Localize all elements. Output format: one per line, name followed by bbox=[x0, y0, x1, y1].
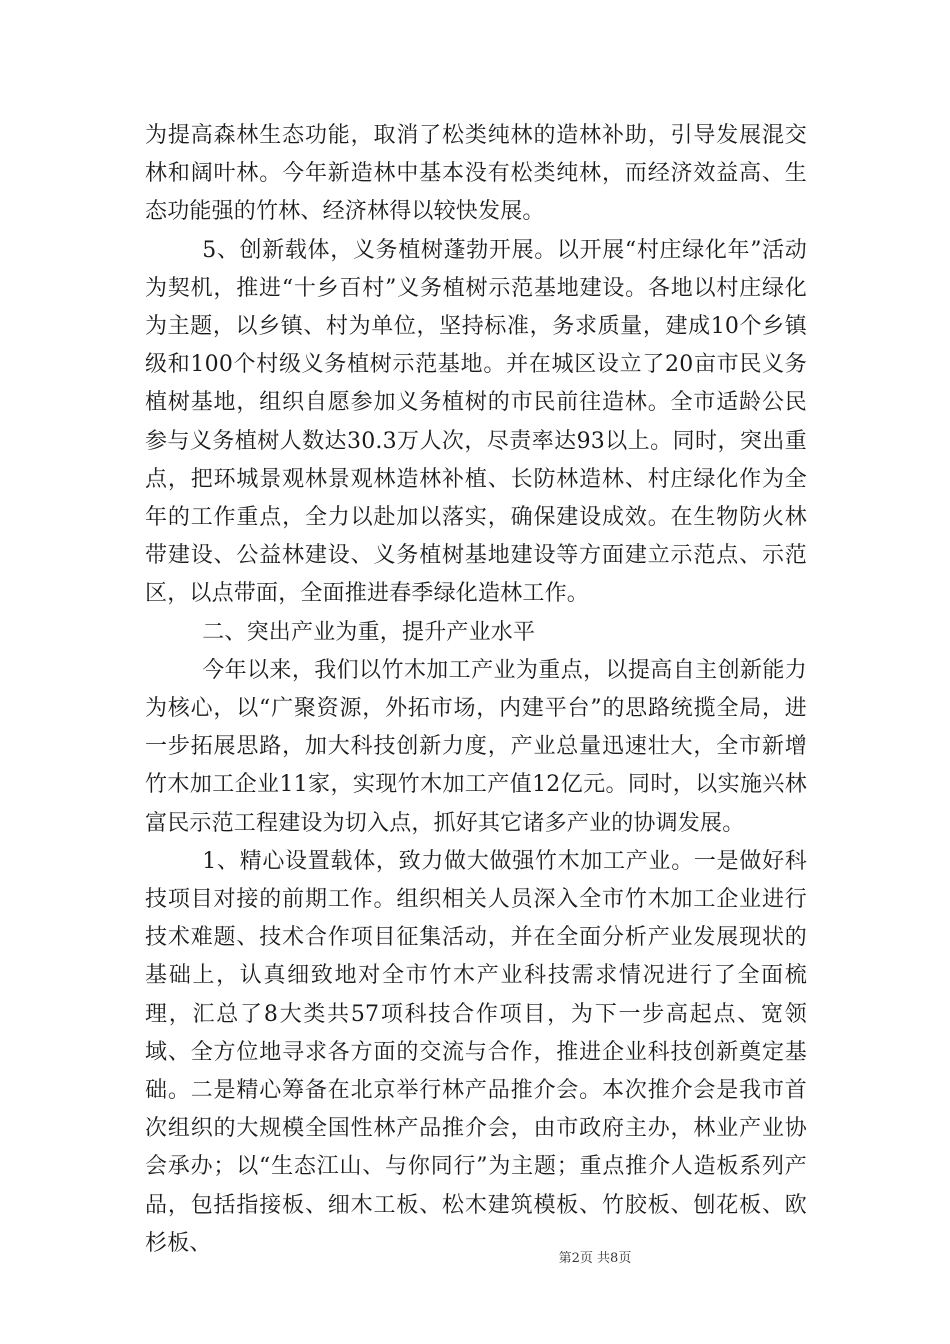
paragraph-continuation: 为提高森林生态功能，取消了松类纯林的造林补助，引导发展混交林和阔叶林。今年新造林中基本没有松类纯林，而经济效益高、生态功能强的竹林、经济林得以较快发展。 bbox=[145, 123, 807, 225]
section-heading-2: 二、突出产业为重，提升产业水平 bbox=[202, 619, 536, 645]
paragraph-section-5: 5、创新载体，义务植树蓬勃开展。以开展“村庄绿化年”活动为契机，推进“十乡百村”义务植树示范基地建设。各地以村庄绿化为主题，以乡镇、村为单位，坚持标准，务求质量，建成10个乡镇级和100个村级义务植树示范基地。并在城区设立了20亩市民义务植树基地，组织自愿参加义务植树的市民前往造林。全市适龄公民参与义务植树人数达30.3万人次，尽责率达93以上。同时，突出重点，把环城景观林景观林造林补植、长防林造林、村庄绿化作为全年的工作重点，全力以赴加以落实，确保建设成效。在生物防火林带建设、公益林建设、义务植树基地建设等方面建立示范点、示范区，以点带面，全面推进春季绿化造林工作。 bbox=[145, 237, 807, 607]
paragraph-industry-intro: 今年以来，我们以竹木加工产业为重点，以提高自主创新能力为核心，以“广聚资源，外拓市场，内建平台”的思路统揽全局，进一步拓展思路，加大科技创新力度，产业总量迅速壮大，全市新增竹木加工企业11家，实现竹木加工产值12亿元。同时，以实施兴林富民示范工程建设为切入点，抓好其它诸多产业的协调发展。 bbox=[145, 657, 807, 836]
paragraph-section-1: 1、精心设置载体，致力做大做强竹木加工产业。一是做好科技项目对接的前期工作。组织相关人员深入全市竹木加工企业进行技术难题、技术合作项目征集活动，并在全面分析产业发展现状的基础上，认真细致地对全市竹木产业科技需求情况进行了全面梳理，汇总了8大类共57项科技合作项目，为下一步高起点、宽领域、全方位地寻求各方面的交流与合作，推进企业科技创新奠定基础。二是精心筹备在北京举行林产品推介会。本次推介会是我市首次组织的大规模全国性林产品推介会，由市政府主办，林业产业协会承办；以“生态江山、与你同行”为主题；重点推介人造板系列产品，包括指接板、细木工板、松木建筑模板、竹胶板、刨花板、欧杉板、 bbox=[145, 848, 807, 1256]
document-body bbox=[145, 117, 807, 1263]
page-number-footer: 第2页 共8页 bbox=[558, 1251, 632, 1266]
